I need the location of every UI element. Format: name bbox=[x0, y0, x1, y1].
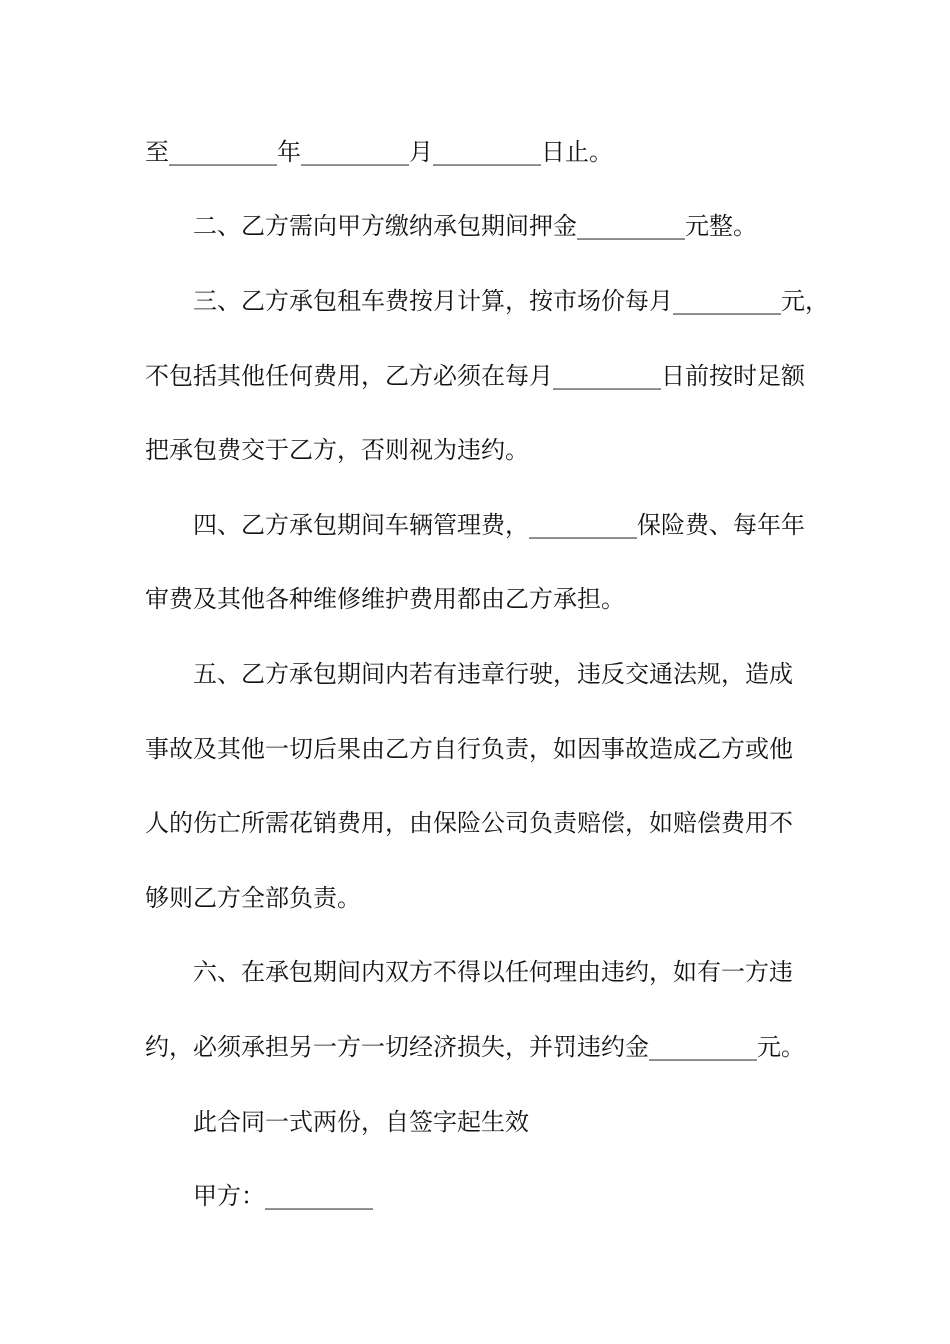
text-line-clause-5-cont-3: 够则乙方全部负责。 bbox=[145, 884, 361, 912]
text-line-clause-6: 六、在承包期间内双方不得以任何理由违约，如有一方违 bbox=[193, 958, 793, 986]
text-line-clause-2: 二、乙方需向甲方缴纳承包期间押金_________元整。 bbox=[193, 212, 757, 240]
text-line-clause-5: 五、乙方承包期间内若有违章行驶，违反交通法规，造成 bbox=[193, 660, 793, 688]
text-line-clause-3-cont-2: 把承包费交于乙方，否则视为违约。 bbox=[145, 436, 529, 464]
text-line-clause-5-cont-1: 事故及其他一切后果由乙方自行负责，如因事故造成乙方或他 bbox=[145, 735, 793, 763]
text-line-copies-statement: 此合同一式两份，自签字起生效 bbox=[193, 1108, 529, 1136]
text-line-clause-4: 四、乙方承包期间车辆管理费，_________保险费、每年年 bbox=[193, 511, 805, 539]
text-line-clause-3: 三、乙方承包租车费按月计算，按市场价每月_________元， bbox=[193, 287, 829, 315]
signature-line-party-a: 甲方：_________ bbox=[193, 1182, 373, 1210]
text-line-clause-5-cont-2: 人的伤亡所需花销费用，由保险公司负责赔偿，如赔偿费用不 bbox=[145, 809, 793, 837]
text-line-clause-6-cont: 约，必须承担另一方一切经济损失，并罚违约金_________元。 bbox=[145, 1033, 805, 1061]
text-line-clause-3-cont-1: 不包括其他任何费用，乙方必须在每月_________日前按时足额 bbox=[145, 362, 805, 390]
text-line-term-end: 至_________年_________月_________日止。 bbox=[145, 138, 613, 166]
text-line-clause-4-cont: 审费及其他各种维修维护费用都由乙方承担。 bbox=[145, 585, 625, 613]
